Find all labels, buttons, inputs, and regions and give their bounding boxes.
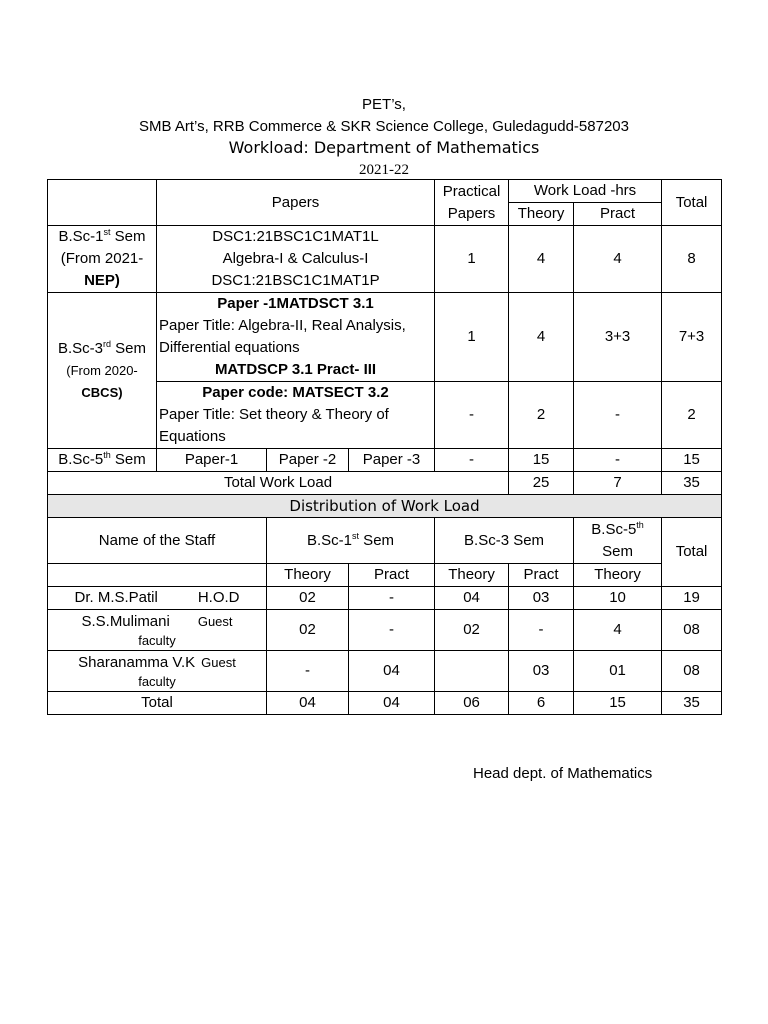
sem3-from: (From 2020- [66,362,138,378]
staff-s3-theory: 04 [435,587,509,610]
staff-s3-pract: - [509,610,574,651]
staff-s5-theory: 01 [574,651,662,692]
sem5-practical: - [435,449,509,472]
staff-s1-theory: - [267,651,349,692]
dist-total-s1-theory: 04 [267,692,349,715]
sem1-papers [157,226,435,293]
blank-subheader-cell [48,564,267,587]
staff-s3-pract: 03 [509,651,574,692]
staff-name-cell [48,651,267,692]
table-row [48,610,722,651]
sem3-paper2-code: Paper code: MATSECT 3.2 [202,384,389,401]
sem1-paper-line3: DSC1:21BSC1C1MAT1P [211,272,380,289]
table-row [48,587,722,610]
staff-s1-theory: 02 [267,587,349,610]
sem1-practical: 1 [435,226,509,293]
sem3-paper1 [157,293,435,382]
sem1-scheme: NEP) [84,272,120,289]
sem3-paper2-title-line2: Equations [159,428,226,445]
staff-role: Guest [197,614,233,629]
dist-sem5-theory-header: Theory [574,564,662,587]
sem1-paper-line2: Algebra-I & Calculus-I [222,250,369,267]
staff-name-cell [48,610,267,651]
sem1-label [48,226,157,293]
staff-role: H.O.D [197,589,240,606]
sem3-paper1-title-line1: Paper Title: Algebra-II, Real Analysis, [159,317,406,334]
sem3-label-sup: rd [102,338,111,349]
sem5-label-sup: th [103,450,111,460]
theory-header: Theory [509,203,574,226]
dist-total-s5-theory: 15 [574,692,662,715]
dist-total-s3-pract: 6 [509,692,574,715]
dist-sem5-header-post: Sem [602,542,633,560]
sem1-paper-line1: DSC1:21BSC1C1MAT1L [212,228,379,245]
staff-s1-theory: 02 [267,610,349,651]
institution-trust: PET’s, [362,96,406,113]
sem3-paper1-title-line2: Differential equations [159,339,300,356]
sem3-scheme: CBCS) [81,384,123,400]
dist-sem1-header-sup: st [352,530,360,541]
staff-role-line2: faculty [138,674,176,689]
dist-sem3-header: B.Sc-3 Sem [435,518,574,564]
staff-s5-theory: 10 [574,587,662,610]
dist-sem3-theory-header: Theory [435,564,509,587]
sem5-theory: 15 [509,449,574,472]
sem3-row1-pract: 3+3 [574,293,662,382]
sem3-row2-total: 2 [662,382,722,449]
practical-header-line2: Papers [447,204,496,222]
sem3-row2-theory: 2 [509,382,574,449]
workload-hrs-header: Work Load -hrs [509,180,662,203]
dist-total-s1-pract: 04 [349,692,435,715]
total-workload-theory: 25 [509,472,574,495]
sem3-row2-practical: - [435,382,509,449]
blank-header-cell [48,180,157,226]
sem5-paper2: Paper -2 [267,449,349,472]
staff-total: 08 [662,610,722,651]
staff-name: Dr. M.S.Patil [74,589,158,606]
sem3-label-post: Sem [111,339,147,357]
sem5-pract: - [574,449,662,472]
staff-s5-theory: 4 [574,610,662,651]
sem3-paper2-title-line1: Paper Title: Set theory & Theory of [159,406,389,423]
staff-role: Guest [201,655,236,670]
sem1-label-pre: B.Sc-1 [58,228,104,245]
sem5-label [48,449,157,472]
academic-year: 2021-22 [359,162,409,178]
papers-header: Papers [157,180,435,226]
staff-role-line2: faculty [138,633,176,648]
practical-papers-header [435,180,509,226]
dist-sem5-header [574,518,662,564]
sem3-practical-code: MATDSCP 3.1 Pract- III [214,361,377,378]
dist-sem3-pract-header: Pract [509,564,574,587]
signature-line: Head dept. of Mathematics [473,765,653,782]
sem5-paper1: Paper-1 [157,449,267,472]
total-header: Total [662,180,722,226]
staff-s1-pract: - [349,587,435,610]
dist-sem1-header [267,518,435,564]
sem1-label-post: Sem [110,228,146,245]
sem5-label-post: Sem [110,451,146,468]
sem1-theory: 4 [509,226,574,293]
sem3-row2-pract: - [574,382,662,449]
staff-name: S.S.Mulimani [81,613,170,630]
total-workload-total: 35 [662,472,722,495]
total-workload-pract: 7 [574,472,662,495]
sem1-from: (From 2021- [60,250,144,267]
dist-sem5-header-pre: B.Sc-5 [591,520,637,538]
staff-s1-pract: 04 [349,651,435,692]
sem3-paper2 [157,382,435,449]
dist-sem1-pract-header: Pract [349,564,435,587]
workload-table [47,179,722,715]
sem3-paper1-code: Paper -1MATDSCT 3.1 [217,295,374,312]
dist-total-header: Total [662,518,722,587]
college-name: SMB Art’s, RRB Commerce & SKR Science College, Guledagudd-587203 [139,118,629,135]
sem5-label-pre: B.Sc-5 [58,451,104,468]
sem3-label [48,293,157,449]
sem5-paper3: Paper -3 [349,449,435,472]
sem3-row1-theory: 4 [509,293,574,382]
sem1-pract: 4 [574,226,662,293]
table-row [48,651,722,692]
dist-sem1-header-post: Sem [359,531,395,549]
distribution-title: Distribution of Work Load [48,495,722,518]
staff-s3-theory [435,651,509,692]
sem1-label-sup: st [103,227,111,237]
staff-s1-pract: - [349,610,435,651]
sem3-row1-total: 7+3 [662,293,722,382]
dist-sem1-header-pre: B.Sc-1 [306,531,352,549]
sem5-total: 15 [662,449,722,472]
sem1-total: 8 [662,226,722,293]
page-title: Workload: Department of Mathematics [228,138,540,157]
sem3-row1-practical: 1 [435,293,509,382]
sem3-label-pre: B.Sc-3 [57,339,103,357]
staff-total: 08 [662,651,722,692]
staff-name: Sharanamma V.K [78,654,196,671]
staff-total: 19 [662,587,722,610]
staff-name-header: Name of the Staff [48,518,267,564]
dist-sem1-theory-header: Theory [267,564,349,587]
staff-s3-pract: 03 [509,587,574,610]
staff-name-cell [48,587,267,610]
pract-header: Pract [574,203,662,226]
dist-total-label: Total [48,692,267,715]
dist-sem5-header-sup: th [636,519,644,530]
dist-total-s3-theory: 06 [435,692,509,715]
practical-header-line1: Practical [442,182,501,200]
total-workload-label: Total Work Load [48,472,509,495]
dist-total-total: 35 [662,692,722,715]
staff-s3-theory: 02 [435,610,509,651]
